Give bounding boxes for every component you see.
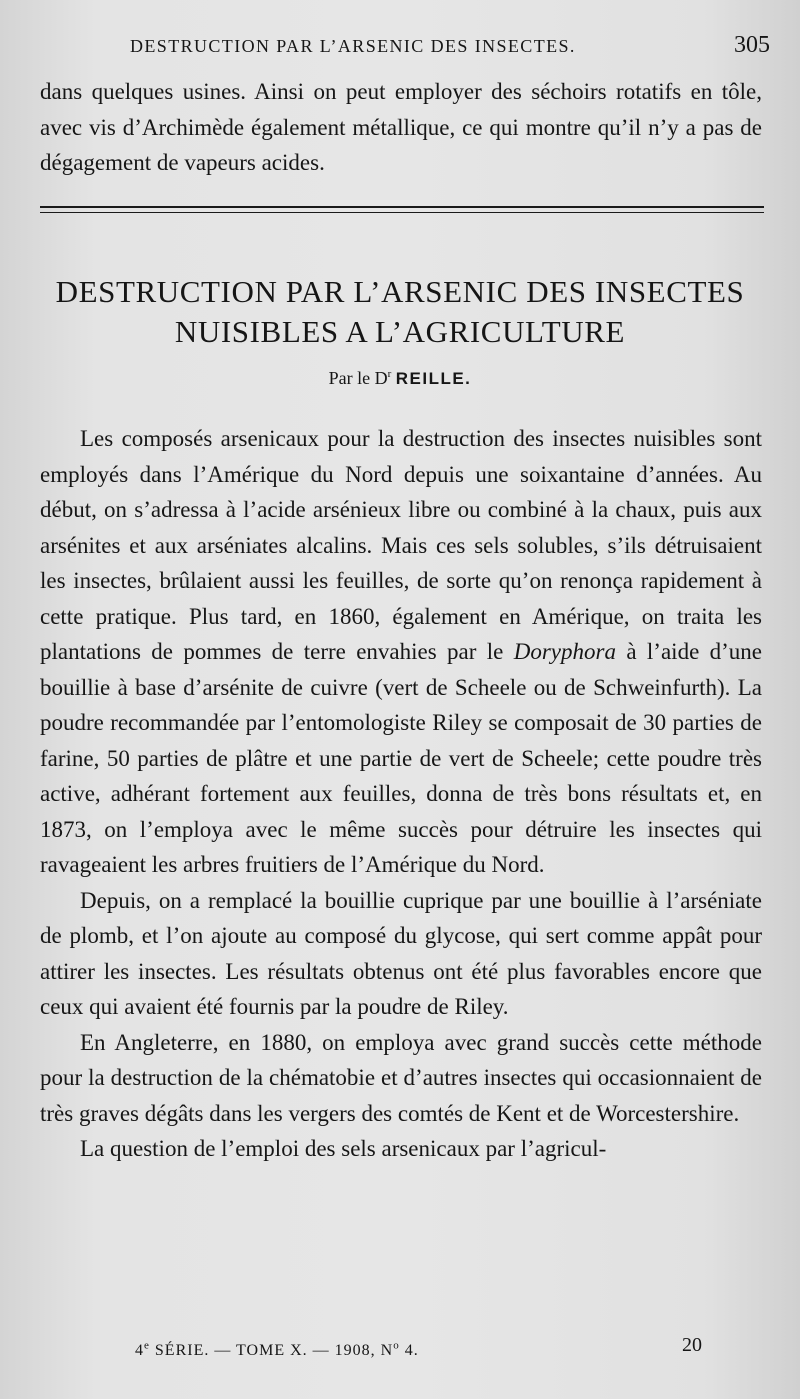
series-number: 4 — [135, 1342, 144, 1360]
divider-line-thin — [40, 212, 764, 213]
sheet-number: 20 — [682, 1334, 702, 1356]
divider-line-thick — [40, 206, 764, 208]
paragraph-text: Les composés arsenicaux pour la destruction des insectes nuisibles sont employés dans l’Amérique du Nord depuis une soixantaine d’années. Au début, on s’adressa à l’acide arsénieux libre ou combiné à la chaux, puis aux arsénites et aux arséniates alcalins. Mais ces sels solubles, s’ils détruisaient les insectes, brûlaient aussi les feuilles, de sorte qu’on renonça rapidement à cette pratique. Plus tard, en 1860, également en Amérique, on traita les plantations de pommes de terre envahies par le — [40, 426, 762, 664]
body-paragraph: En Angleterre, en 1880, on employa avec grand succès cette méthode pour la destruction de la chématobie et d’autres insectes qui occasionnaient de très graves dégâts dans les vergers des comtés de Kent et de Worcestershire. — [40, 1029, 762, 1126]
paragraph-text: dans quelques usines. Ainsi on peut employer des séchoirs rotatifs en tôle, avec vis d’Archimède également métallique, ce qui montre qu’il n’y a pas de dégagement de vapeurs acides. — [40, 79, 762, 175]
issue-superscript: o — [393, 1340, 400, 1352]
page-number: 305 — [734, 32, 770, 58]
body-paragraph: La question de l’emploi des sels arsenicaux par l’agricul- — [80, 1136, 607, 1161]
running-title: DESTRUCTION PAR L’ARSENIC DES INSECTES. — [130, 36, 576, 56]
title-line: NUISIBLES A L’AGRICULTURE — [174, 314, 626, 349]
body-paragraph — [40, 421, 762, 883]
byline-superscript: r — [387, 368, 392, 380]
issue-number: 4. — [399, 1342, 419, 1360]
series-text: SÉRIE. — TOME X. — 1908, N — [149, 1342, 394, 1360]
continued-paragraph — [40, 74, 762, 181]
article-title — [30, 272, 770, 352]
page-footer — [135, 1334, 702, 1360]
byline — [0, 368, 800, 389]
species-name: Doryphora — [513, 639, 616, 664]
paragraph-text: à l’aide d’une bouillie à base d’arsénite de cuivre (vert de Scheele ou de Schweinfurth). La poudre recommandée par l’entomologiste Riley se composait de 30 parties de farine, 50 parties de plâtre et une partie de vert de Scheele; cette poudre très active, adhérant fortement aux feuilles, donna de très bons résultats et, en 1873, on l’employa avec le même succès pour détruire les insectes qui ravageaient les arbres fruitiers de l’Amérique du Nord. — [40, 639, 763, 877]
title-line: DESTRUCTION PAR L’ARSENIC DES INSECTES — [55, 274, 745, 309]
article-body — [40, 421, 762, 1167]
series-superscript: e — [144, 1340, 150, 1352]
section-divider — [40, 206, 764, 213]
byline-prefix: Par le D — [328, 368, 388, 388]
footer-series — [135, 1342, 419, 1359]
running-header — [130, 32, 770, 58]
author-name: REILLE. — [395, 369, 472, 388]
body-paragraph: Depuis, on a remplacé la bouillie cuprique par une bouillie à l’arséniate de plomb, et l’on ajoute au composé du glycose, qui sert comme appât pour attirer les insectes. Les résultats obtenus ont été plus favorables encore que ceux qui avaient été fournis par la poudre de Riley. — [40, 887, 762, 1019]
